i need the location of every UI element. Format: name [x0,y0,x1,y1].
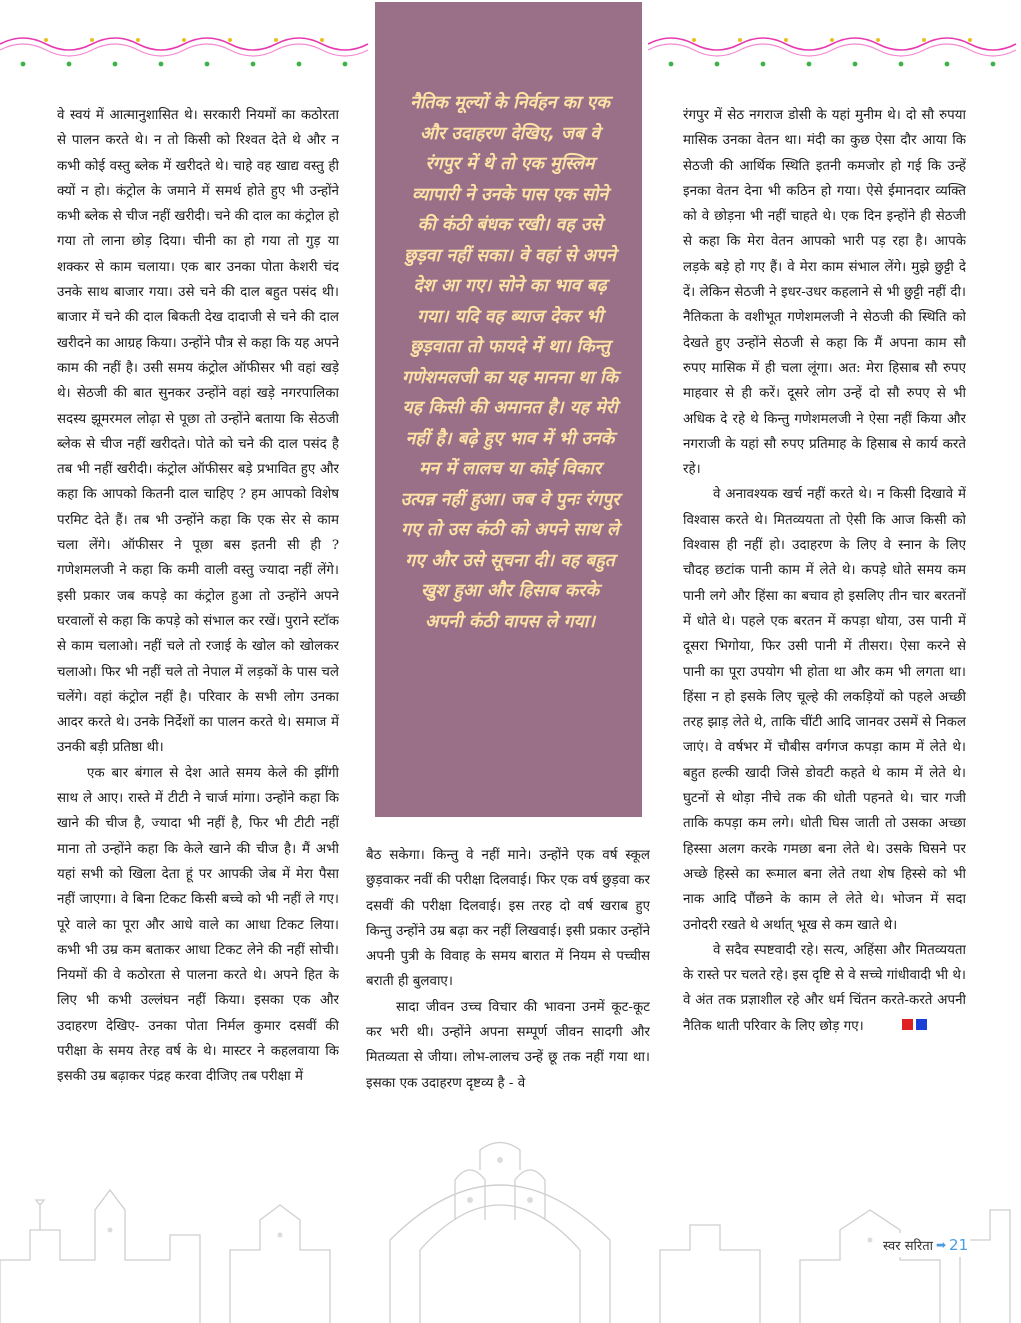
end-mark-red-square [902,1019,913,1030]
decorative-border-right [648,30,1021,76]
pull-quote-box [375,2,642,817]
page-footer [883,1233,970,1257]
paragraph: बैठ सकेगा। किन्तु वे नहीं माने। उन्होंने एक वर्ष स्कूल छुड़वाकर नवीं की परीक्षा दिलवाई। फिर एक वर्ष छुड़वा कर दसवीं की परीक्षा दिलवाई। इस तरह दो वर्ष खराब हुए किन्तु उन्होंने उम्र बढ़ा कर नहीं लिखवाई। इसी प्रकार उन्होंने अपनी पुत्री के विवाह के समय बारात में नियम से पच्चीस बराती ही बुलवाए। [366,848,650,990]
paragraph: एक बार बंगाल से देश आते समय केले की झींगी साथ ले आए। रास्ते में टीटी ने चार्ज मांगा। उन्होंने कहा कि खाने की चीज है, ज्यादा भी नहीं है, फिर भी टीटी नहीं माना तो उन्होंने कहा कि केले खाने की चीज है। मैं अभी यहां सभी को खिला देता हूं पर आपकी जेब में मेरा पैसा नहीं जाएगा। वे बिना टिकट किसी बच्चे को भी नहीं ले गए। पूरे वाले का पूरा और आधे वाले का आधा टिकट लिया। कभी भी उम्र कम बताकर आधा टिकट लेने की नहीं सोची। नियमों की वे कठोरता से पालना करते थे। अपने हित के लिए भी कभी उल्लंघन नहीं किया। इसका एक और उदाहरण देखिए- उनका पोता निर्मल कुमार दसवीं की परीक्षा के समय तेरह वर्ष के थे। मास्टर ने कहलवाया कि इसकी उम्र बढ़ाकर पंद्रह करवा दीजिए तब परीक्षा में [57,765,339,1085]
page-number: 21 [949,1236,969,1254]
paragraph-final [683,938,966,1039]
article-column-middle [366,843,650,1188]
decorative-border-left [0,30,372,76]
paragraph: रंगपुर में सेठ नगराज डोसी के यहां मुनीम थे। दो सौ रुपया मासिक उनका वेतन था। मंदी का कुछ ऐसा दौर आया कि सेठजी की आर्थिक स्थिति इतनी कमजोर हो गई कि उन्हें इनका वेतन देना भी कठिन हो गया। ऐसे ईमानदार व्यक्ति को वे छोड़ना भी नहीं चाहते थे। एक दिन इन्होंने ही सेठजी से कहा कि मेरा वेतन आपको भारी पड़ रहा है। आपके लड़के बड़े हो गए हैं। वे मेरा काम संभाल लेंगे। मुझे छुट्टी दे दें। लेकिन सेठजी ने इधर-उधर कहलाने से भी छुट्टी नहीं दी। नैतिकता के वशीभूत गणेशमलजी ने सेठजी की स्थिति को देखते हुए उन्होंने सेठजी से कहा कि मैं अपना काम सौ रुपए मासिक में ही चला लूंगा। अत: मेरा हिसाब सौ रुपए माहवार से ही करें। दूसरे लोग उन्हें दो सौ रुपए से भी अधिक दे रहे थे किन्तु गणेशमलजी ने ऐसा नहीं किया और नगराजी के यहां सौ रुपए प्रतिमाह के हिसाब से कार्य करते रहे। [683,108,966,478]
pull-quote-text: नैतिक मूल्यों के निर्वहन का एक और उदाहरण देखिए, जब वे रंगपुर में थे तो एक मुस्लिम व्यापारी ने उनके पास एक सोने की कंठी बंधक रखी। वह उसे छुड़वा नहीं सका। वे वहां से अपने देश आ गए। सोने का भाव बढ़ गया। यदि वह ब्याज देकर भी छुड़वाता तो फायदे में था। किन्तु गणेशमलजी का यह मानना था कि यह किसी की अमानत है। यह मेरी नहीं है। बढ़े हुए भाव में भी उनके मन में लालच या कोई विकार उत्पन्न नहीं हुआ। जब वे पुनः रंगपुर गए तो उस कंठी को अपने साथ ले गए और उसे सूचना दी। वह बहुत खुश हुआ और हिसाब करके अपनी कंठी वापस ले गया। [400,93,620,632]
article-column-right [683,103,966,1139]
magazine-name: स्वर सरिता [883,1239,933,1254]
paragraph-final-text: वे सदैव स्पष्टवादी रहे। सत्य, अहिंसा और मितव्ययता के रास्ते पर चलते रहे। इस दृष्टि से वे सच्चे गांधीवादी भी थे। वे अंत तक प्रज्ञाशील रहे और धर्म चिंतन करते-करते अपनी नैतिक थाती परिवार के लिए छोड़ गए। [683,942,966,1034]
end-mark-blue-square [916,1019,927,1030]
paragraph: वे अनावश्यक खर्च नहीं करते थे। न किसी दिखावे में विश्वास करते थे। मितव्ययता तो ऐसी कि आज किसी को विश्वास ही नहीं हो। उदाहरण के लिए वे स्नान के लिए चौदह छटांक पानी काम में लेते थे। कपड़े धोते समय कम पानी लगे और हिंसा का बचाव हो इसलिए तीन चार बरतनों में धोते थे। पहले एक बरतन में कपड़ा धोया, उस पानी में दूसरा भिगोया, फिर उसी पानी में तीसरा। ऐसा करने से पानी का पूरा उपयोग भी होता था और कम भी लगता था। हिंसा न हो इसके लिए चूल्हे की लकड़ियों को पहले अच्छी तरह झाड़ लेते थे, ताकि चींटी आदि जानवर उसमें से निकल जाएं। वे वर्षभर में चौबीस वर्गगज कपड़ा काम में लेते थे। बहुत हल्की खादी जिसे डोवटी कहते थे काम में लेते थे। घुटनों से थोड़ा नीचे तक की धोती पहनते थे। चार गजी ताकि कपड़ा कम लगे। धोती घिस जाती तो उसका अच्छा हिस्सा अलग करके गमछा बना लेते थे। उसके घिसने पर अच्छे हिस्से का रूमाल बना लेते तथा शेष हिस्से को भी नाक आदि पौंछने के काम ले लेते थे। भोजन में सदा उनोदरी रखते थे अर्थात् भूख से कम खाते थे। [683,487,966,933]
end-of-article-mark [872,1014,930,1039]
arrow-icon: ➡ [935,1238,947,1252]
paragraph: सादा जीवन उच्च विचार की भावना उनमें कूट-कूट कर भरी थी। उन्होंने अपना सम्पूर्ण जीवन सादगी और मितव्यता से जीया। लोभ-लालच उन्हें छू तक नहीं गया था। इसका एक उदाहरण दृष्टव्य है - वे [366,999,650,1091]
article-column-left [57,103,339,1240]
paragraph: वे स्वयं में आत्मानुशासित थे। सरकारी नियमों का कठोरता से पालन करते थे। न तो किसी को रिश्वत देते थे और न कभी कोई वस्तु ब्लेक में खरीदते थे। चाहे वह खाद्य वस्तु ही क्यों न हो। कंट्रोल के जमाने में समर्थ होते हुए भी उन्होंने कभी ब्लेक से चीज नहीं खरीदी। चने की दाल का कंट्रोल हो गया तो लाना छोड़ दिया। चीनी का हो गया तो गुड़ या शक्कर से काम चलाया। एक बार उनका पोता केशरी चंद उनके साथ बाजार गया। उसे चने की दाल बहुत पसंद थी। बाजार में चने की दाल बिकती देख दादाजी से चने की दाल खरीदने का आग्रह किया। उन्होंने पौत्र से कहा कि यह अपने काम की नहीं है। उसी समय कंट्रोल ऑफीसर भी वहां खड़े थे। सेठजी की बात सुनकर उन्होंने वहां खड़े नगरपालिका सदस्य झूमरमल लोढ़ा से पूछा तो उन्होंने बताया कि सेठजी ब्लेक से चीज नहीं खरीदते। पोते को चने की दाल पसंद है तब भी नहीं खरीदी। कंट्रोल ऑफीसर बड़े प्रभावित हुए और कहा कि आपको कितनी दाल चाहिए ? हम आपको विशेष परमिट देते हैं। तब भी उन्होंने कहा कि एक सेर से काम चला लेंगे। ऑफीसर ने पूछा बस इतनी सी ही ? गणेशमलजी ने कहा कि कमी वाली वस्तु ज्यादा नहीं लेंगे। इसी प्रकार जब कपड़े का कंट्रोल हुआ तो उन्होंने अपने घरवालों से कहा कि कपड़े को संभाल कर रखें। पुराने स्टॉक से काम चलाओ। नहीं चले तो रजाई के खोल को खोलकर चलाओ। फिर भी नहीं चले तो नेपाल में लड़कों के पास चले चलेंगे। वहां कंट्रोल नहीं है। परिवार के सभी लोग उनका आदर करते थे। उनके निर्देशों का पालन करते थे। समाज में उनकी बड़ी प्रतिष्ठा थी। [57,108,339,756]
